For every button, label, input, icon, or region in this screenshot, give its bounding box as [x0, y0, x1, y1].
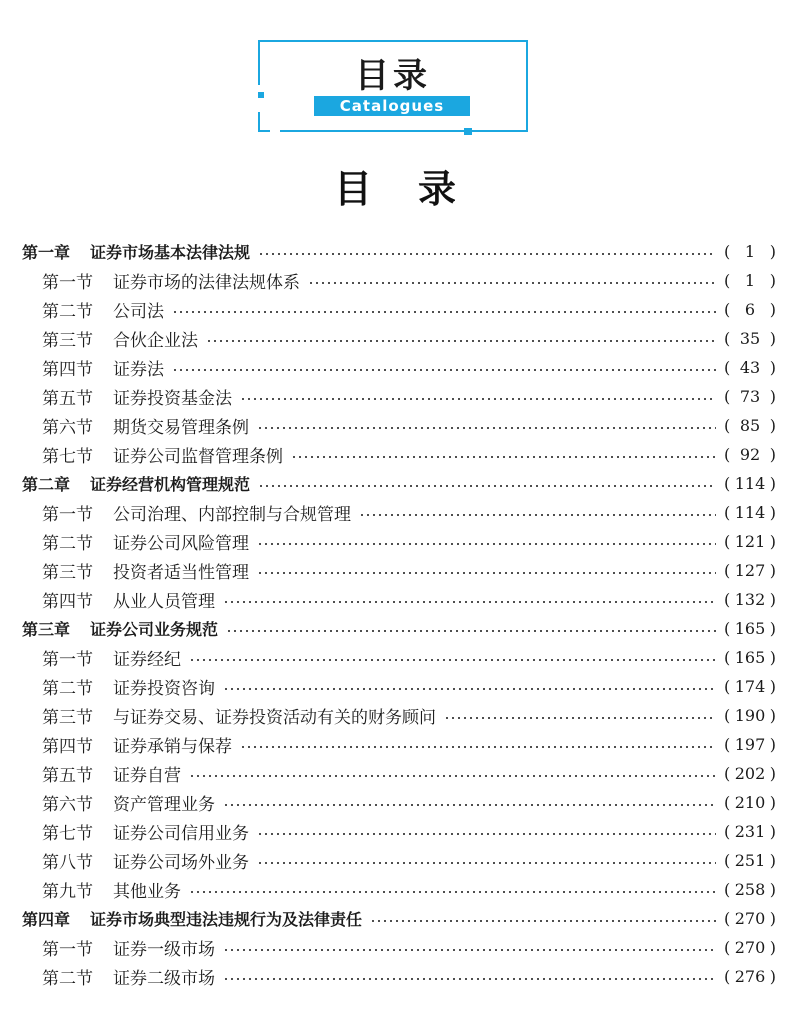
toc-entry-number: 第一节: [42, 650, 93, 670]
toc-page-number: ( 132 ): [724, 590, 776, 609]
toc-entry-title: 证券承销与保荐: [113, 737, 232, 757]
toc-entry-title: 公司治理、内部控制与合规管理: [113, 505, 351, 525]
toc-entry-number: 第四节: [42, 737, 93, 757]
dot-leader: [257, 862, 716, 864]
dot-leader: [240, 398, 716, 400]
toc-page-number: ( 165 ): [724, 619, 776, 638]
toc-entry-title: 证券市场基本法律法规: [90, 243, 251, 262]
toc-entry-title: 证券法: [113, 360, 164, 380]
toc-page-number: ( 43 ): [724, 358, 776, 377]
toc-section-row[interactable]: [22, 440, 776, 469]
toc-chapter-row[interactable]: [22, 904, 776, 933]
toc-entry-title: 证券二级市场: [113, 969, 215, 989]
toc-entry-number: 第五节: [42, 766, 93, 786]
toc-page-number: ( 73 ): [724, 387, 776, 406]
dot-leader: [189, 659, 716, 661]
toc-page-number: ( 174 ): [724, 677, 776, 696]
toc-page-number: ( 127 ): [724, 561, 776, 580]
toc-section-row[interactable]: [22, 527, 776, 556]
toc-entry-title: 与证券交易、证券投资活动有关的财务顾问: [113, 708, 436, 728]
toc-page-number: ( 197 ): [724, 735, 776, 754]
toc-page-number: ( 258 ): [724, 880, 776, 899]
toc-entry-number: 第一节: [42, 505, 93, 525]
toc-entry-title: 证券经纪: [113, 650, 181, 670]
dot-leader: [291, 456, 716, 458]
dot-leader: [258, 253, 716, 255]
dot-leader: [223, 949, 716, 951]
toc-page-number: ( 92 ): [724, 445, 776, 464]
toc-page-number: ( 114 ): [724, 474, 776, 493]
toc-page-number: ( 210 ): [724, 793, 776, 812]
toc-entry-number: 第一节: [42, 273, 93, 293]
dot-leader: [206, 340, 716, 342]
dot-leader: [444, 717, 716, 719]
toc-entry-number: 第七节: [42, 447, 93, 467]
toc-entry-number: 第六节: [42, 795, 93, 815]
toc-entry-number: 第八节: [42, 853, 93, 873]
toc-entry-number: 第二节: [42, 302, 93, 322]
banner-frame-top: [258, 40, 526, 42]
toc-page-number: ( 231 ): [724, 822, 776, 841]
toc-section-row[interactable]: [22, 353, 776, 382]
dot-leader: [172, 311, 716, 313]
dot-leader: [223, 804, 716, 806]
toc-entry-number: 第九节: [42, 882, 93, 902]
toc-page-number: ( 35 ): [724, 329, 776, 348]
dot-leader: [240, 746, 716, 748]
toc-entry-number: 第三节: [42, 708, 93, 728]
banner-frame-bottom: [280, 130, 528, 132]
toc-section-row[interactable]: [22, 643, 776, 672]
banner-accent-square: [464, 128, 472, 135]
toc-section-row[interactable]: [22, 585, 776, 614]
toc-page-number: ( 270 ): [724, 909, 776, 928]
toc-entry-number: 第四章: [22, 910, 71, 929]
dot-leader: [257, 543, 716, 545]
toc-entry-title: 证券投资基金法: [113, 389, 232, 409]
toc-page-number: ( 85 ): [724, 416, 776, 435]
toc-entry-number: 第二章: [22, 475, 71, 494]
dot-leader: [223, 601, 716, 603]
toc-entry-number: 第七节: [42, 824, 93, 844]
toc-section-row[interactable]: [22, 672, 776, 701]
toc-page-number: ( 270 ): [724, 938, 776, 957]
toc-section-row[interactable]: [22, 875, 776, 904]
dot-leader: [257, 833, 716, 835]
toc-entry-number: 第四节: [42, 592, 93, 612]
dot-leader: [257, 572, 716, 574]
toc-section-row[interactable]: [22, 730, 776, 759]
toc-entry-title: 证券公司风险管理: [113, 534, 249, 554]
dot-leader: [258, 485, 716, 487]
dot-leader: [308, 282, 716, 284]
toc-section-row[interactable]: [22, 962, 776, 991]
toc-page-number: ( 1 ): [724, 271, 776, 290]
toc-entry-title: 证券经营机构管理规范: [90, 475, 251, 494]
page-title-left: 目: [333, 167, 372, 211]
toc-entry-title: 证券投资咨询: [113, 679, 215, 699]
toc-section-row[interactable]: [22, 295, 776, 324]
toc-entry-number: 第一节: [42, 940, 93, 960]
toc-entry-number: 第三节: [42, 331, 93, 351]
toc-entry-number: 第三章: [22, 620, 71, 639]
toc-entry-title: 从业人员管理: [113, 592, 215, 612]
page-title-right: 录: [418, 167, 457, 211]
toc-chapter-row[interactable]: [22, 469, 776, 498]
toc-page-number: ( 190 ): [724, 706, 776, 725]
dot-leader: [370, 920, 716, 922]
toc-section-row[interactable]: [22, 556, 776, 585]
dot-leader: [226, 630, 716, 632]
toc-entry-title: 期货交易管理条例: [113, 418, 249, 438]
toc-entry-number: 第六节: [42, 418, 93, 438]
toc-entry-title: 证券公司场外业务: [113, 853, 249, 873]
toc-entry-title: 证券公司业务规范: [90, 620, 219, 639]
toc-page-number: ( 1 ): [724, 242, 776, 261]
toc-entry-title: 公司法: [113, 302, 164, 322]
banner-subtitle: Catalogues: [314, 96, 470, 116]
banner-frame-left-lower: [258, 112, 260, 132]
toc-entry-title: 证券一级市场: [113, 940, 215, 960]
toc-entry-title: 证券市场的法律法规体系: [113, 273, 300, 293]
toc-page-number: ( 251 ): [724, 851, 776, 870]
toc-section-row[interactable]: [22, 701, 776, 730]
toc-page-number: ( 6 ): [724, 300, 776, 319]
toc-entry-title: 合伙企业法: [113, 331, 198, 351]
toc-chapter-row[interactable]: [22, 237, 776, 266]
dot-leader: [189, 891, 716, 893]
toc-section-row[interactable]: [22, 382, 776, 411]
toc-chapter-row[interactable]: [22, 614, 776, 643]
toc-entry-title: 证券公司信用业务: [113, 824, 249, 844]
toc-section-row[interactable]: [22, 817, 776, 846]
toc-section-row[interactable]: [22, 266, 776, 295]
toc-entry-number: 第二节: [42, 534, 93, 554]
toc-page-number: ( 165 ): [724, 648, 776, 667]
toc-section-row[interactable]: [22, 933, 776, 962]
toc-page-number: ( 276 ): [724, 967, 776, 986]
toc-entry-number: 第四节: [42, 360, 93, 380]
dot-leader: [257, 427, 716, 429]
toc-entry-number: 第二节: [42, 679, 93, 699]
dot-leader: [223, 978, 716, 980]
toc-section-row[interactable]: [22, 788, 776, 817]
toc-entry-number: 第五节: [42, 389, 93, 409]
banner-title: 目录: [355, 56, 431, 96]
toc-entry-title: 投资者适当性管理: [113, 563, 249, 583]
toc-entry-title: 其他业务: [113, 882, 181, 902]
toc-page-number: ( 121 ): [724, 532, 776, 551]
dot-leader: [223, 688, 716, 690]
toc-entry-title: 证券自营: [113, 766, 181, 786]
banner-frame-corner: [258, 130, 270, 132]
toc-section-row[interactable]: [22, 759, 776, 788]
toc-entry-title: 证券市场典型违法违规行为及法律责任: [90, 910, 363, 929]
toc-entry-number: 第二节: [42, 969, 93, 989]
toc-entry-title: 资产管理业务: [113, 795, 215, 815]
toc-section-row[interactable]: [22, 498, 776, 527]
dot-leader: [172, 369, 716, 371]
page-title: [0, 158, 790, 213]
toc-section-row[interactable]: [22, 846, 776, 875]
dot-leader: [359, 514, 716, 516]
toc-entry-number: 第三节: [42, 563, 93, 583]
toc-section-row[interactable]: [22, 324, 776, 353]
catalogue-banner: [258, 40, 528, 134]
dot-leader: [189, 775, 716, 777]
table-of-contents: [22, 237, 776, 991]
toc-page-number: ( 202 ): [724, 764, 776, 783]
toc-entry-number: 第一章: [22, 243, 71, 262]
toc-page-number: ( 114 ): [724, 503, 776, 522]
toc-section-row[interactable]: [22, 411, 776, 440]
toc-entry-title: 证券公司监督管理条例: [113, 447, 283, 467]
